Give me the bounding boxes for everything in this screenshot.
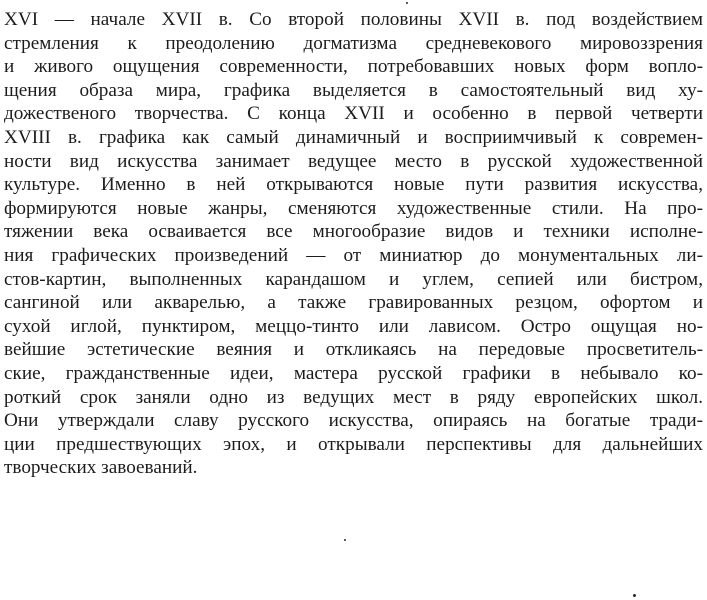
text-line: Они утверждали славу русского искусства, опираясь на богатые тради- bbox=[4, 410, 703, 432]
body-paragraph bbox=[4, 8, 703, 480]
text-line: культуре. Именно в ней открываются новые пути развития искусства, bbox=[4, 174, 703, 196]
text-line: стов-картин, выполненных карандашом и углем, сепией или бистром, bbox=[4, 268, 703, 290]
text-line: ские, гражданственные идеи, мастера русской графики в небывало ко- bbox=[4, 362, 703, 384]
text-line: ния графических произведений — от миниатюр до монументальных ли- bbox=[4, 244, 703, 266]
text-line-last: творческих завоеваний. bbox=[4, 457, 198, 479]
text-line: формируются новые жанры, сменяются художественные стили. На про- bbox=[4, 197, 703, 219]
text-line: дожественого творчества. С конца XVII и особенно в первой четверти bbox=[4, 103, 703, 125]
text-line: и живого ощущения современности, потребовавших новых форм вопло- bbox=[4, 56, 703, 78]
text-line: ции предшествующих эпох, и открывали перспективы для дальнейших bbox=[4, 433, 703, 455]
text-line: сухой иглой, пунктиром, меццо-тинто или лависом. Остро ощущая но- bbox=[4, 315, 703, 337]
text-line: щения образа мира, графика выделяется в самостоятельный вид ху- bbox=[4, 79, 703, 101]
text-line: тяжении века осваивается все многообразие видов и техники исполне- bbox=[4, 221, 703, 243]
text-line: XVIII в. графика как самый динамичный и восприимчивый к современ- bbox=[4, 126, 703, 148]
text-line: XVI — начале XVII в. Со второй половины XVII в. под воздействием bbox=[4, 9, 703, 30]
text-line: вейшие эстетические веяния и откликаясь на передовые просветитель- bbox=[4, 339, 703, 361]
scan-speck bbox=[406, 2, 408, 4]
text-line: сангиной или акварелью, а также гравированных резцом, офортом и bbox=[4, 292, 703, 314]
scan-speck bbox=[344, 539, 346, 541]
text-line: ности вид искусства занимает ведущее место в русской художественной bbox=[4, 150, 703, 172]
scan-speck bbox=[633, 594, 636, 597]
text-line: роткий срок заняли одно из ведущих мест в ряду европейских школ. bbox=[4, 386, 703, 408]
text-line: стремления к преодолению догматизма средневекового мировоззрения bbox=[4, 32, 703, 54]
